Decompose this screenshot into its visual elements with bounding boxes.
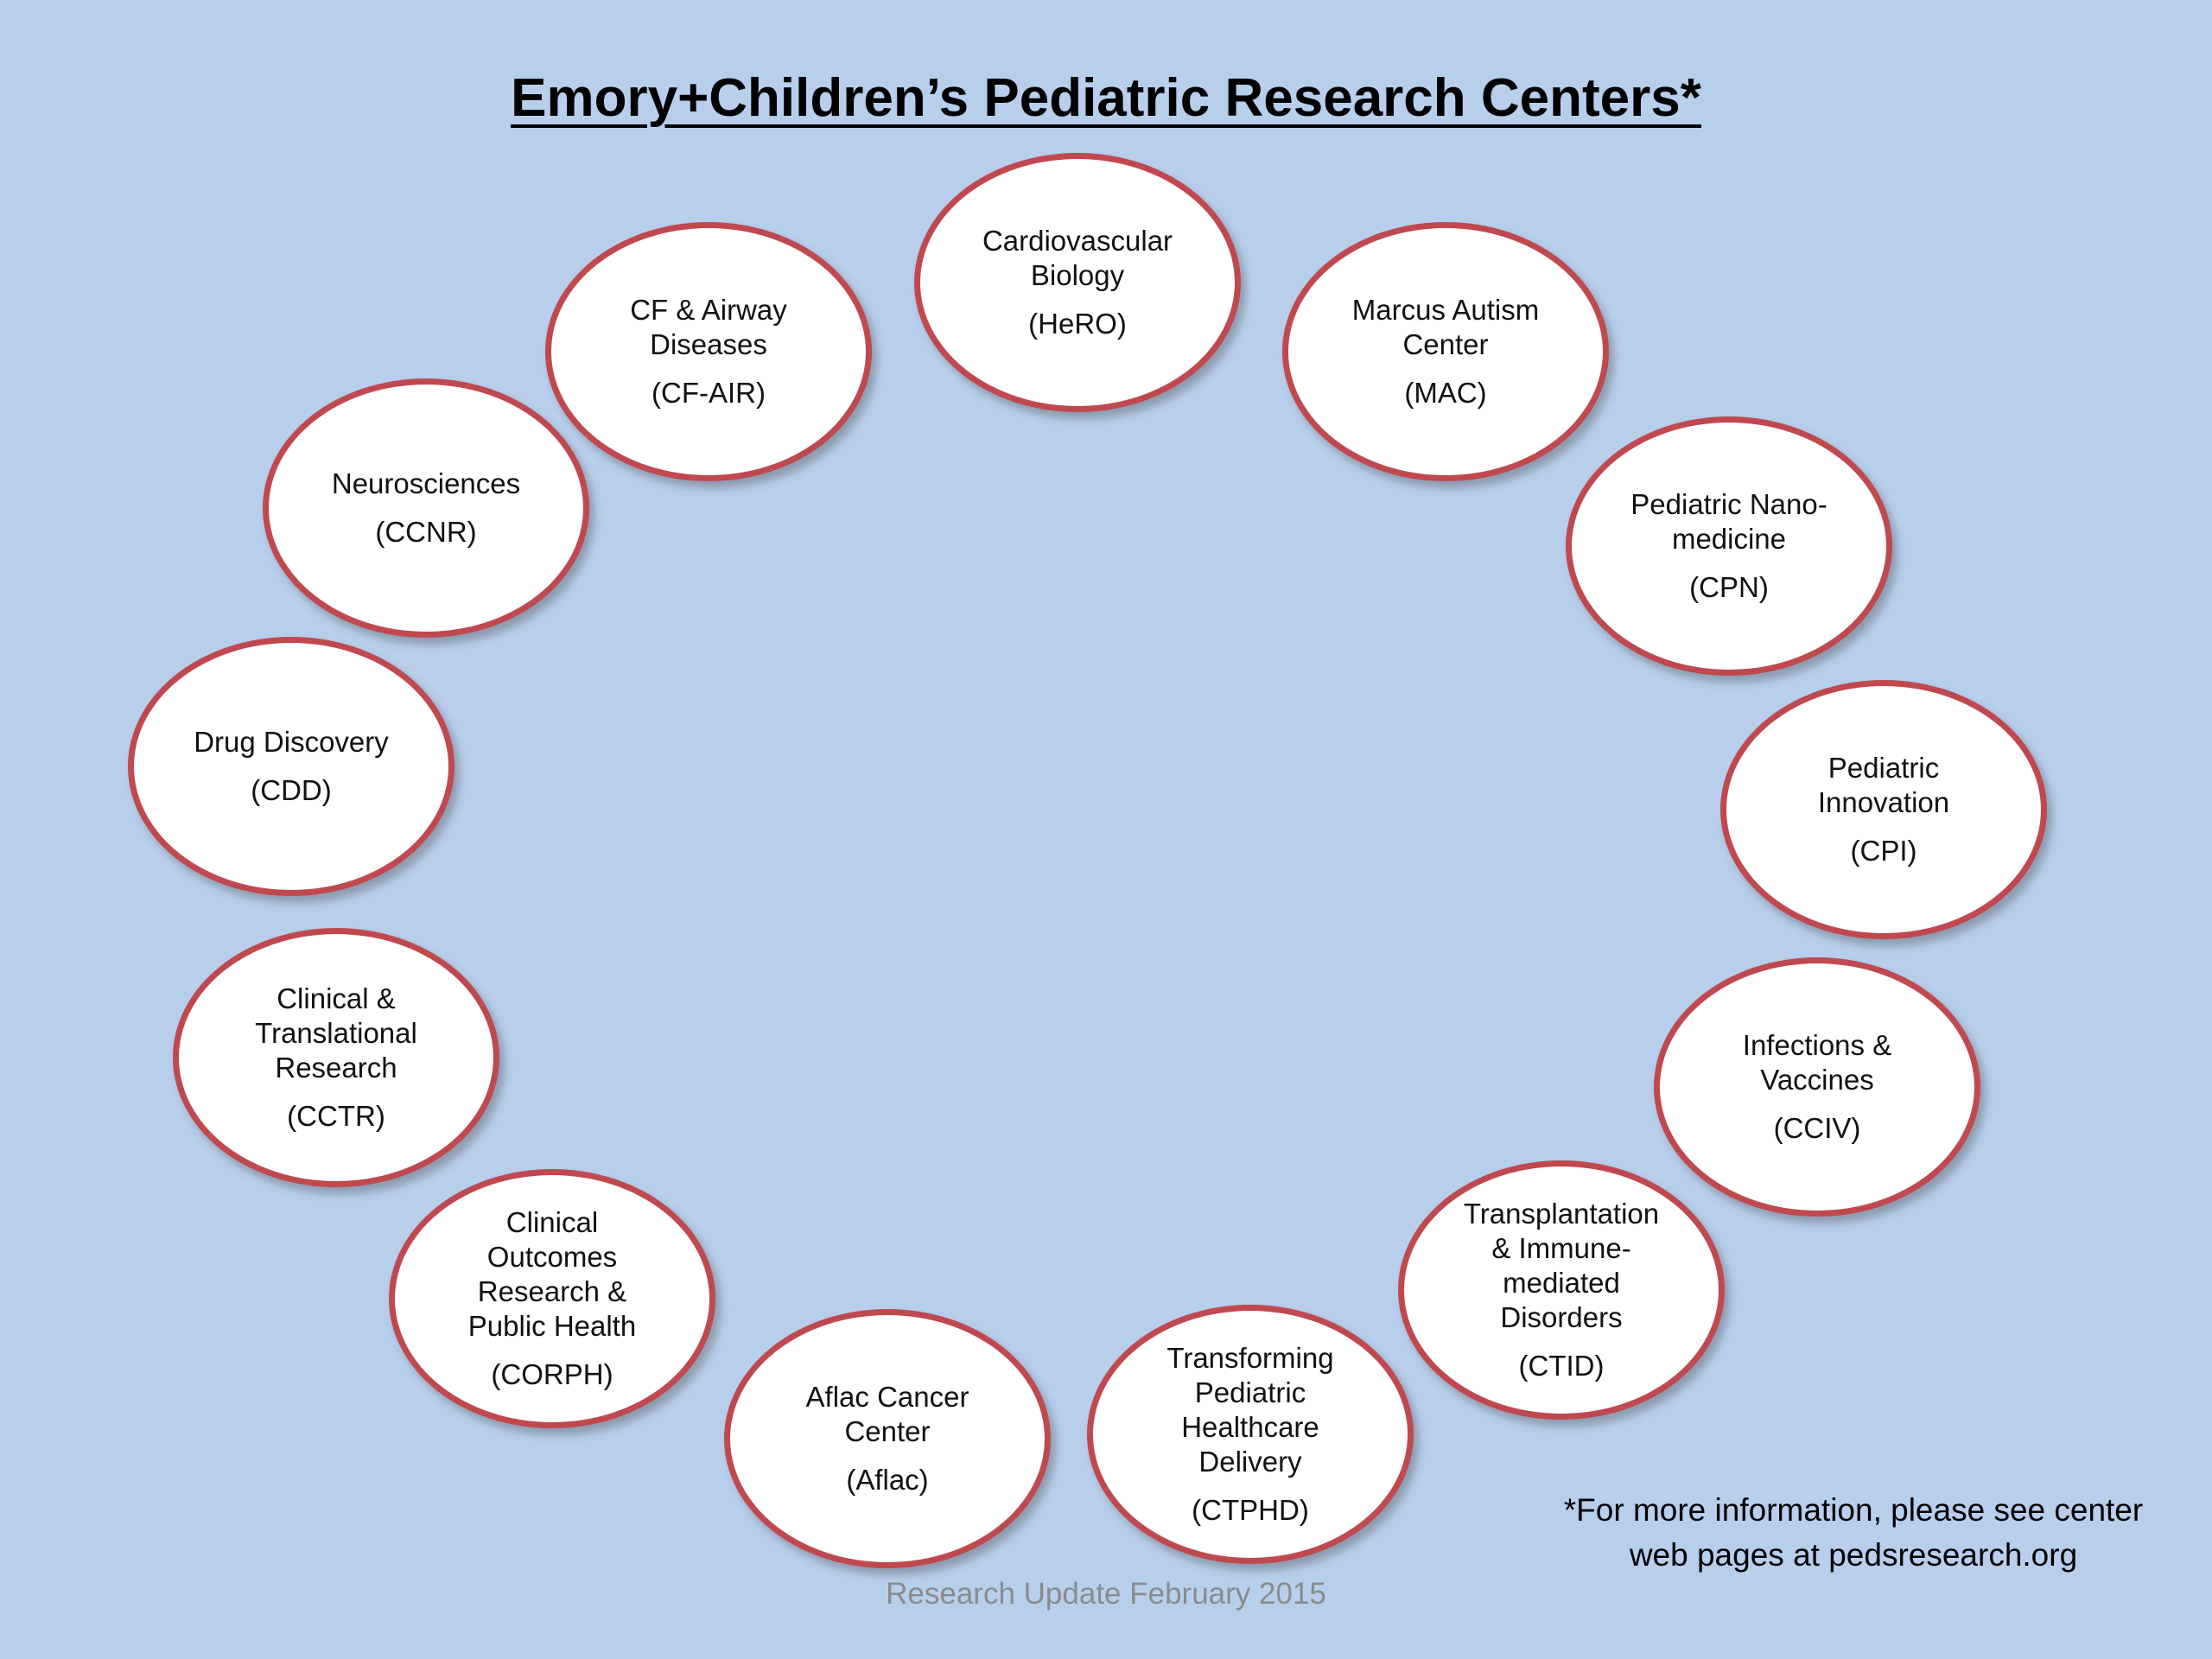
center-name: Aflac Cancer Center [805,1381,969,1447]
center-abbreviation: (Aflac) [846,1464,929,1496]
center-name: CF & Airway Diseases [630,294,787,360]
center-clinical-translational [173,928,499,1187]
center-abbreviation: (MAC) [1404,377,1487,409]
center-abbreviation: (CCNR) [375,516,477,548]
page-title-text: Emory+Children’s Pediatric Research Centers* [511,68,1701,128]
center-name: Transforming Pediatric Healthcare Delivery [1166,1342,1334,1478]
center-name: Neurosciences [331,467,521,499]
center-pediatric-nanomedicine [1566,416,1892,676]
center-abbreviation: (CTID) [1518,1350,1605,1382]
center-abbreviation: (CF-AIR) [652,377,766,409]
center-transforming-healthcare [1087,1305,1414,1564]
center-pediatric-innovation [1720,680,2047,939]
center-abbreviation: (CCIV) [1773,1112,1861,1144]
center-infections-vaccines [1654,957,1980,1217]
center-name: Clinical Outcomes Research & Public Health [467,1206,637,1342]
center-transplantation-immune [1398,1160,1725,1420]
page-title [0,67,2212,129]
center-neurosciences [263,378,589,638]
footer-text: Research Update February 2015 [886,1577,1326,1611]
center-name: Pediatric Innovation [1817,752,1950,818]
center-aflac-cancer [724,1309,1051,1568]
center-name: Pediatric Nano- medicine [1630,488,1827,555]
center-abbreviation: (CPI) [1850,835,1917,867]
center-abbreviation: (CORPH) [491,1358,613,1390]
center-abbreviation: (CDD) [251,774,332,806]
center-name: Marcus Autism Center [1351,294,1540,360]
center-marcus-autism [1282,222,1609,481]
footnote: *For more information, please see center web pages at pedsresearch.org [1563,1492,2144,1573]
center-abbreviation: (CCTR) [287,1100,385,1132]
center-abbreviation: (HeRO) [1028,308,1127,340]
center-abbreviation: (CTPHD) [1192,1494,1309,1526]
center-name: Drug Discovery [194,726,389,758]
center-name: Transplantation & Immune- mediated Disorders [1463,1198,1660,1333]
center-name: Cardiovascular Biology [982,225,1173,291]
center-abbreviation: (CPN) [1689,571,1769,603]
center-name: Clinical & Translational Research [255,982,417,1084]
center-name: Infections & Vaccines [1742,1029,1892,1096]
center-clinical-outcomes [389,1169,715,1428]
center-cf-airway [545,222,872,481]
center-cardiovascular-biology [914,153,1241,412]
center-drug-discovery [128,637,454,896]
